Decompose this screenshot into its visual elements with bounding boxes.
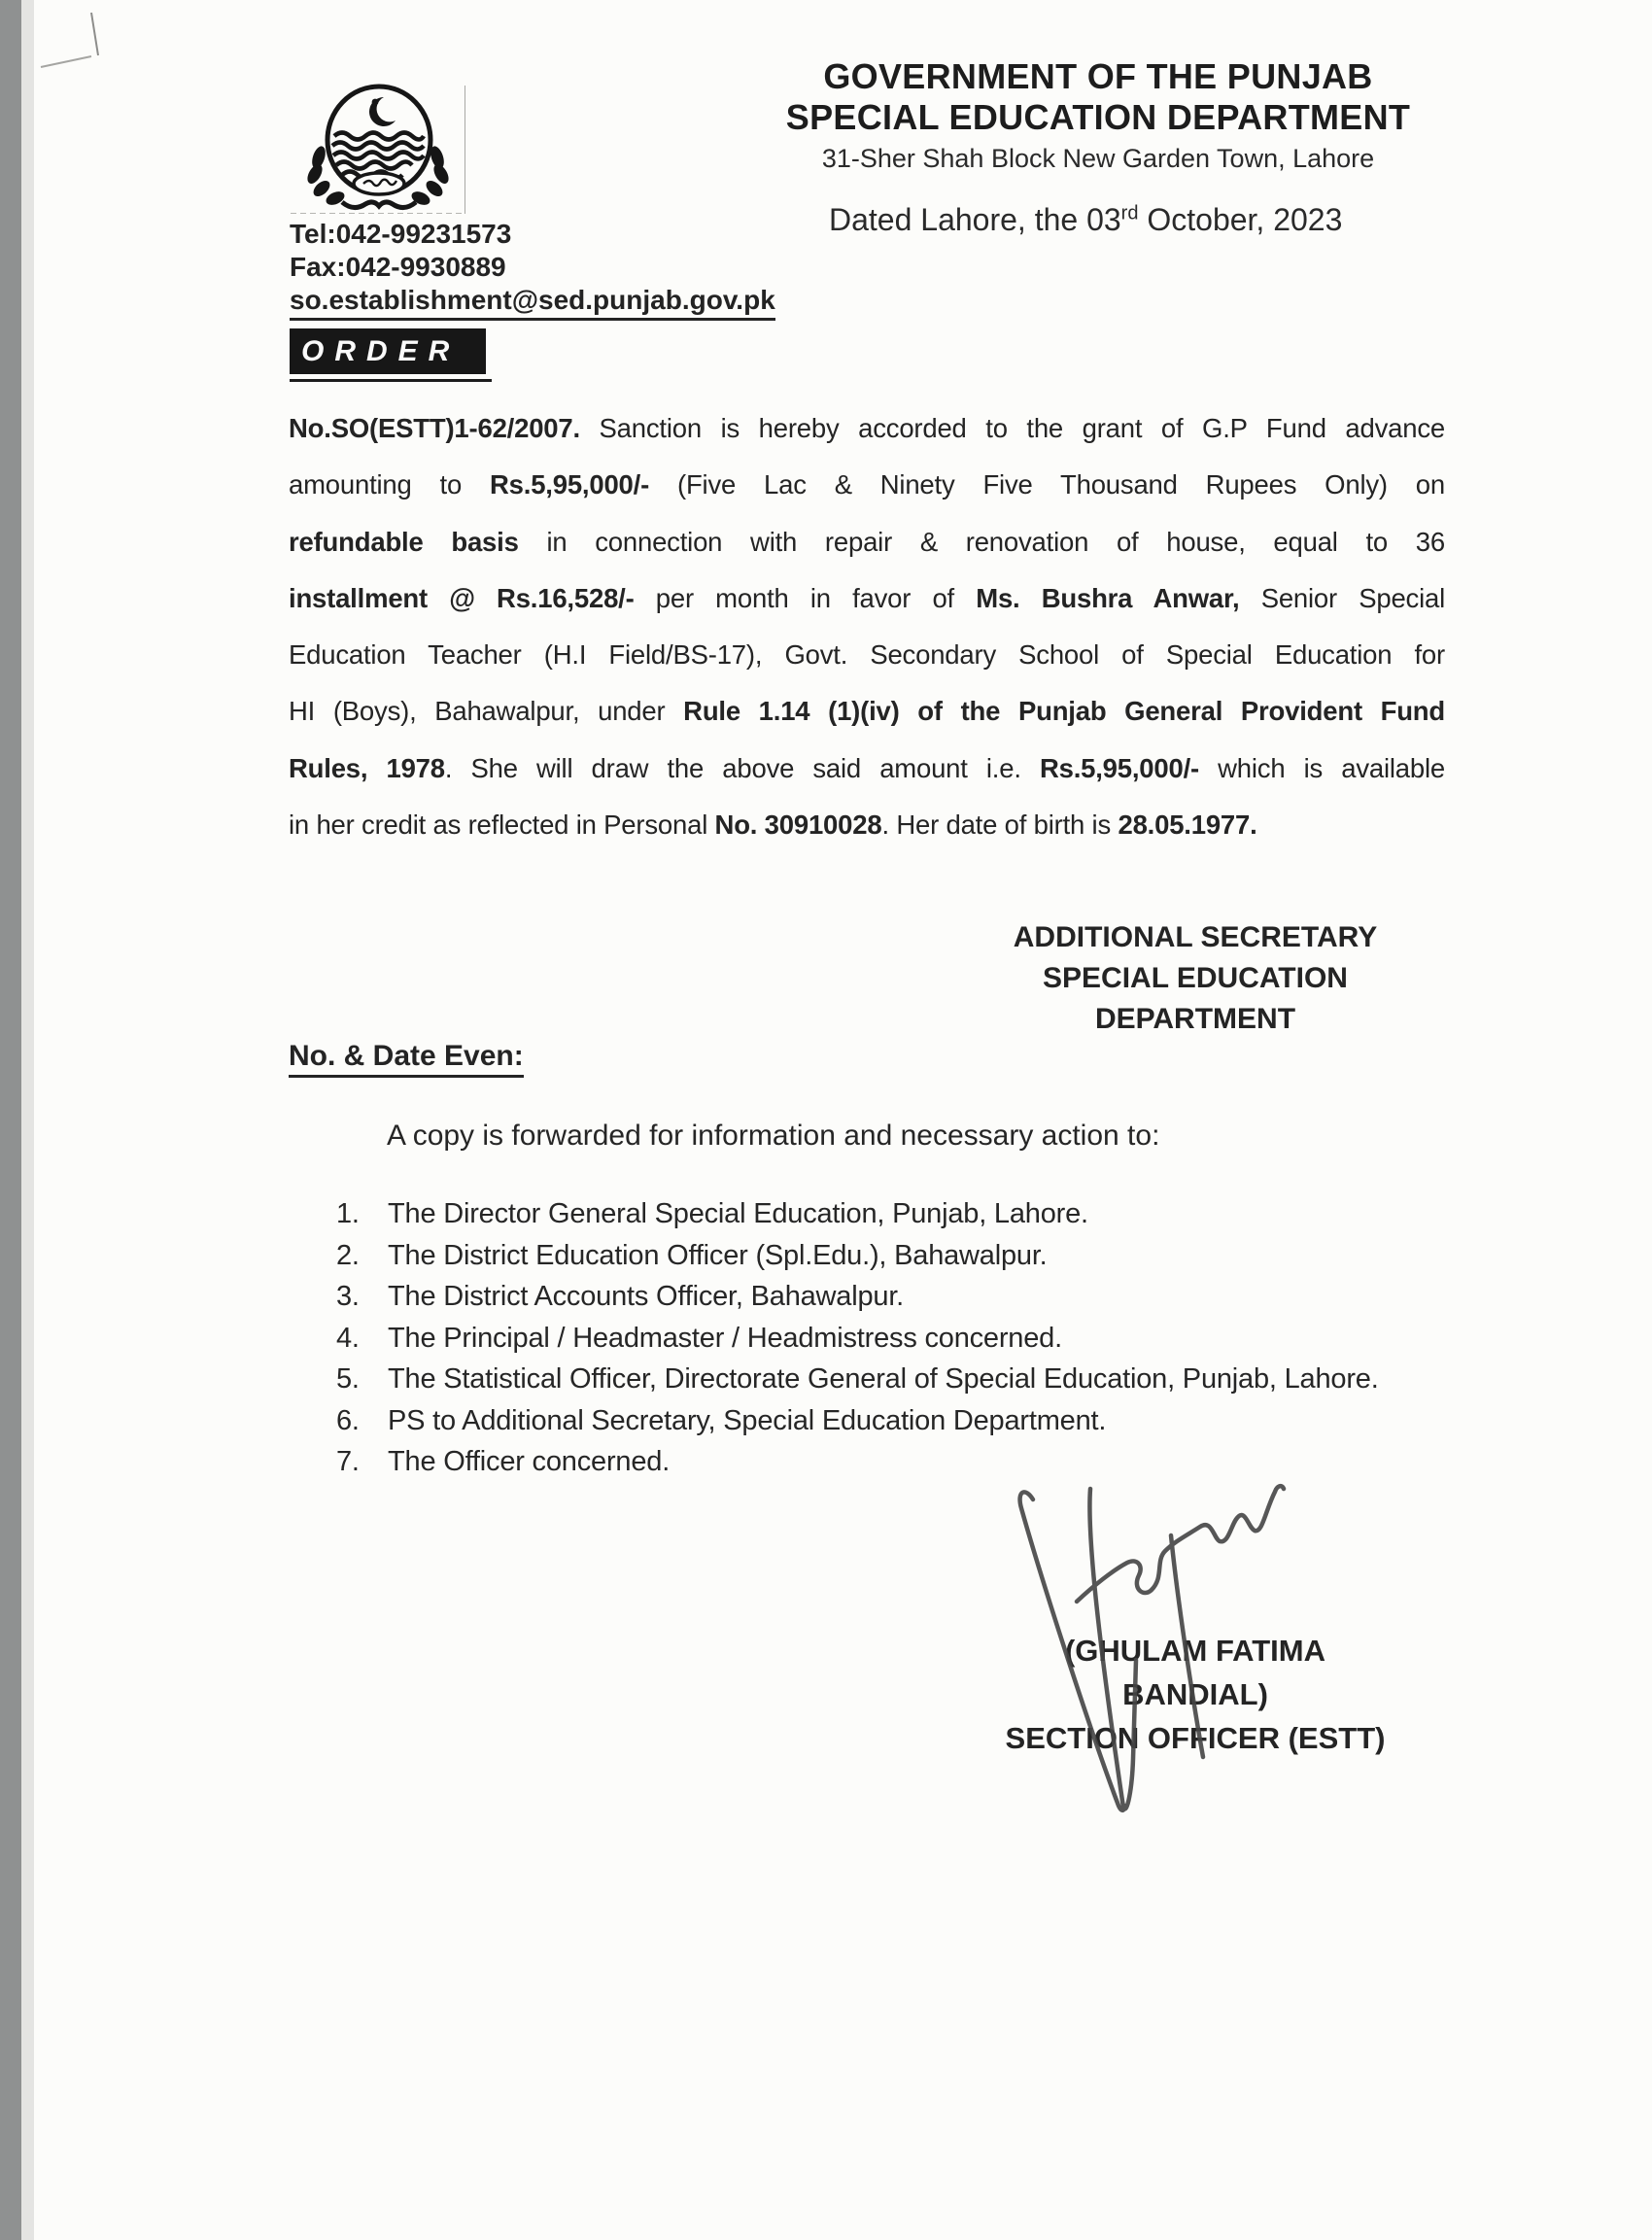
recipient-text: The District Education Officer (Spl.Edu.), Bahawalpur. bbox=[388, 1239, 1048, 1271]
recipient-list-item bbox=[336, 1359, 1444, 1400]
order-heading-box bbox=[290, 328, 486, 374]
recipient-text: The Statistical Officer, Directorate General of Special Education, Punjab, Lahore. bbox=[388, 1363, 1379, 1395]
body-text-line: No.SO(ESTT)1-62/2007. Sanction is hereby accorded to the grant of G.P Fund advance bbox=[289, 413, 1445, 443]
signature-block bbox=[1001, 1629, 1390, 1760]
body-text-line: installment @ Rs.16,528/- per month in favor of Ms. Bushra Anwar, Senior Special bbox=[289, 582, 1446, 613]
recipient-text: The Officer concerned. bbox=[388, 1446, 671, 1477]
letterhead bbox=[777, 56, 1419, 176]
signatory-designation-line3: DEPARTMENT bbox=[1094, 1003, 1296, 1035]
department-title-line2: SPECIAL EDUCATION DEPARTMENT bbox=[785, 97, 1411, 137]
recipient-number: 6. bbox=[336, 1404, 360, 1436]
recipient-number: 4. bbox=[336, 1322, 360, 1354]
document-date: Dated Lahore, the 03rd October, 2023 bbox=[829, 202, 1343, 237]
order-heading-underline bbox=[290, 379, 492, 382]
department-address: 31-Sher Shah Block New Garden Town, Lahore bbox=[821, 144, 1375, 173]
body-text-line: in her credit as reflected in Personal No. 30910028. Her date of birth is 28.05.1977. bbox=[289, 810, 1257, 841]
signatory-designation-line2: SPECIAL EDUCATION bbox=[1043, 962, 1348, 994]
order-heading: ORDER bbox=[301, 334, 461, 367]
signatory-title: SECTION OFFICER (ESTT) bbox=[1005, 1721, 1386, 1755]
body-text-line: HI (Boys), Bahawalpur, under Rule 1.14 (1)(iv) of the Punjab General Provident Fund bbox=[289, 696, 1446, 727]
contact-block bbox=[290, 218, 775, 321]
scan-edge-strip-dark bbox=[0, 0, 21, 2240]
body-text-line: amounting to Rs.5,95,000/- (Five Lac & Ninety Five Thousand Rupees Only) on bbox=[289, 469, 1445, 500]
recipient-number: 3. bbox=[336, 1281, 360, 1312]
body-text-line: Education Teacher (H.I Field/BS-17), Govt. Secondary School of Special Education for bbox=[289, 639, 1445, 671]
scan-scratch-mark bbox=[29, 5, 117, 83]
recipient-list-item bbox=[336, 1193, 1444, 1235]
recipient-list-item bbox=[336, 1400, 1444, 1442]
recipient-number: 1. bbox=[336, 1198, 360, 1229]
signatory-name: (GHULAM FATIMA BANDIAL) bbox=[1064, 1634, 1326, 1711]
recipient-text: The Director General Special Education, Punjab, Lahore. bbox=[388, 1198, 1088, 1229]
recipient-list-item bbox=[336, 1276, 1444, 1318]
order-body-paragraph bbox=[289, 400, 1445, 853]
telephone-number: Tel:042-99231573 bbox=[290, 219, 512, 249]
recipient-text: The Principal / Headmaster / Headmistress concerned. bbox=[388, 1322, 1062, 1354]
recipient-list-item bbox=[336, 1235, 1444, 1277]
body-text-line: refundable basis in connection with repair & renovation of house, equal to 36 bbox=[289, 526, 1445, 557]
punjab-government-emblem-icon bbox=[292, 82, 466, 214]
recipients-list bbox=[336, 1193, 1444, 1483]
signatory-designation-line1: ADDITIONAL SECRETARY bbox=[1013, 921, 1378, 953]
ref-number-heading: No. & Date Even: bbox=[289, 1040, 524, 1078]
scan-edge-strip-light bbox=[21, 0, 34, 2240]
logo-scan-frame-bottom bbox=[291, 213, 465, 214]
recipient-text: The District Accounts Officer, Bahawalpur. bbox=[388, 1281, 905, 1312]
fax-number: Fax:042-9930889 bbox=[290, 252, 506, 282]
recipient-list-item bbox=[336, 1318, 1444, 1360]
recipient-list-item bbox=[336, 1441, 1444, 1483]
department-email: so.establishment@sed.punjab.gov.pk bbox=[290, 284, 775, 321]
recipient-number: 5. bbox=[336, 1363, 360, 1395]
date-ordinal-suffix: rd bbox=[1120, 202, 1139, 224]
forwarding-statement: A copy is forwarded for information and necessary action to: bbox=[387, 1120, 1160, 1152]
department-title-line1: GOVERNMENT OF THE PUNJAB bbox=[823, 56, 1373, 96]
recipient-number: 7. bbox=[336, 1446, 360, 1477]
signatory-designation-block bbox=[991, 917, 1399, 1040]
recipient-number: 2. bbox=[336, 1239, 360, 1271]
recipient-text: PS to Additional Secretary, Special Education Department. bbox=[388, 1404, 1107, 1436]
body-text-line: Rules, 1978. She will draw the above said amount i.e. Rs.5,95,000/- which is available bbox=[289, 752, 1445, 783]
